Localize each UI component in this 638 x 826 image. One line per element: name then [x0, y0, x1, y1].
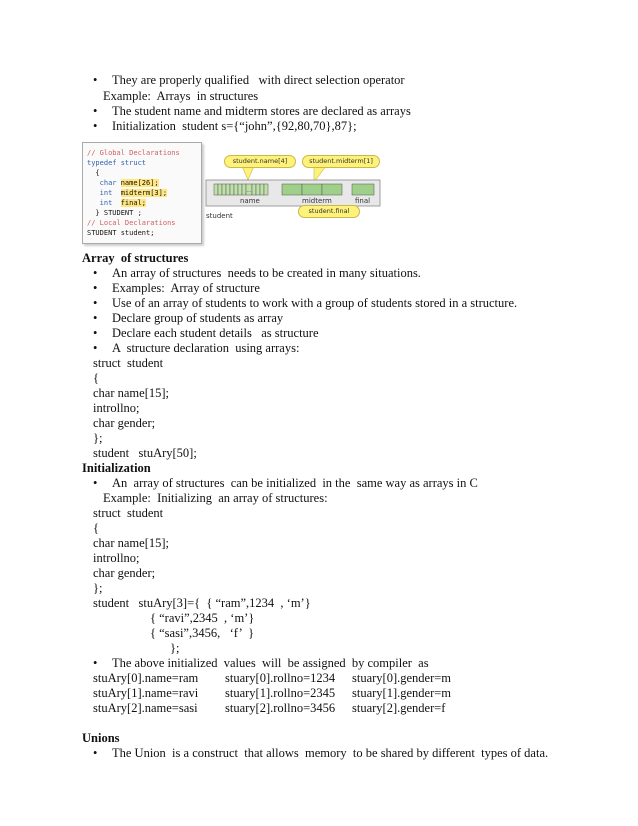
init-bullet-2: The above initialized values will be assigned by compiler as	[112, 656, 429, 670]
bullet-glyph: •	[93, 746, 98, 760]
code-line: // Local Declarations	[87, 219, 176, 227]
code-line: introllno;	[93, 401, 140, 415]
intro-bullet-2: The student name and midterm stores are declared as arrays	[112, 104, 411, 118]
callout-final: student.final	[298, 205, 360, 218]
bullet-glyph: •	[93, 104, 98, 118]
bullet-glyph: •	[93, 266, 98, 280]
code-line: char name[26];	[87, 179, 159, 187]
bullet-glyph: •	[93, 281, 98, 295]
assign-name: stuAry[0].name=ram	[93, 671, 199, 685]
array-bullet: Declare each student details as structure	[112, 326, 319, 340]
bullet-glyph: •	[93, 326, 98, 340]
label-student: student	[206, 212, 233, 220]
bullet-glyph: •	[93, 656, 98, 670]
code-line: int final;	[87, 199, 147, 207]
assign-name: stuAry[2].name=sasi	[93, 701, 198, 715]
section-heading-unions: Unions	[82, 731, 120, 745]
bullet-glyph: •	[93, 73, 98, 87]
assign-gender: stuary[0].gender=m	[352, 671, 452, 685]
code-line: typedef struct	[87, 159, 147, 167]
assign-rollno: stuary[2].rollno=3456	[225, 701, 336, 715]
init-example: Example: Initializing an array of structures:	[103, 491, 328, 505]
init-bullet-1: An array of structures can be initialized in the same way as arrays in C	[112, 476, 478, 490]
code-line: char name[15];	[93, 536, 170, 550]
bullet-glyph: •	[93, 311, 98, 325]
bullet-glyph: •	[93, 341, 98, 355]
bullet-glyph: •	[93, 476, 98, 490]
label-name: name	[240, 197, 260, 205]
array-bullet: Use of an array of students to work with a group of students stored in a structure.	[112, 296, 518, 310]
intro-bullet-1: They are properly qualified with direct selection operator	[112, 73, 405, 87]
assign-gender: stuary[1].gender=m	[352, 686, 452, 700]
svg-text:...: ...	[246, 188, 252, 194]
callout-name: student.name[4]	[224, 155, 296, 168]
assign-gender: stuary[2].gender=f	[352, 701, 446, 715]
code-line: int midterm[3];	[87, 189, 168, 197]
assign-rollno: stuary[1].rollno=2345	[225, 686, 336, 700]
code-line: // Global Declarations	[87, 149, 180, 157]
code-line: char gender;	[93, 416, 156, 430]
code-line: {	[93, 371, 99, 385]
code-line: };	[93, 581, 103, 595]
code-line: {	[93, 521, 99, 535]
bullet-glyph: •	[93, 296, 98, 310]
array-bullet: An array of structures needs to be created in many situations.	[112, 266, 421, 280]
array-bullet: A structure declaration using arrays:	[112, 341, 300, 355]
callout-midterm: student.midterm[1]	[302, 155, 380, 168]
code-line: introllno;	[93, 551, 140, 565]
code-line: student stuAry[50];	[93, 446, 197, 460]
label-final: final	[355, 197, 371, 205]
code-line: struct student	[93, 356, 164, 370]
assign-rollno: stuary[0].rollno=1234	[225, 671, 336, 685]
array-bullet: Examples: Array of structure	[112, 281, 260, 295]
code-line: {	[87, 169, 100, 177]
code-line: student stuAry[3]={ { “ram”,1234 , ‘m’}	[93, 596, 311, 610]
section-heading-initialization: Initialization	[82, 461, 151, 475]
intro-bullet-3: Initialization student s={“john”,{92,80,70},87};	[112, 119, 357, 133]
bullet-glyph: •	[93, 119, 98, 133]
code-line: char gender;	[93, 566, 156, 580]
code-line: };	[170, 641, 180, 655]
structure-figure	[82, 142, 382, 244]
code-box	[82, 142, 202, 244]
code-line: { “ravi”,2345 , ‘m’}	[150, 611, 255, 625]
code-line: char name[15];	[93, 386, 170, 400]
label-midterm: midterm	[302, 197, 332, 205]
array-bullet: Declare group of students as array	[112, 311, 284, 325]
code-line: STUDENT student;	[87, 229, 155, 237]
code-line: } STUDENT ;	[87, 209, 142, 217]
code-line: { “sasi”,3456, ‘f’ }	[150, 626, 255, 640]
code-line: };	[93, 431, 103, 445]
section-heading-array: Array of structures	[82, 251, 189, 265]
intro-example: Example: Arrays in structures	[103, 89, 259, 103]
assign-name: stuAry[1].name=ravi	[93, 686, 199, 700]
unions-bullet: The Union is a construct that allows memory to be shared by different types of data.	[112, 746, 549, 760]
code-line: struct student	[93, 506, 164, 520]
